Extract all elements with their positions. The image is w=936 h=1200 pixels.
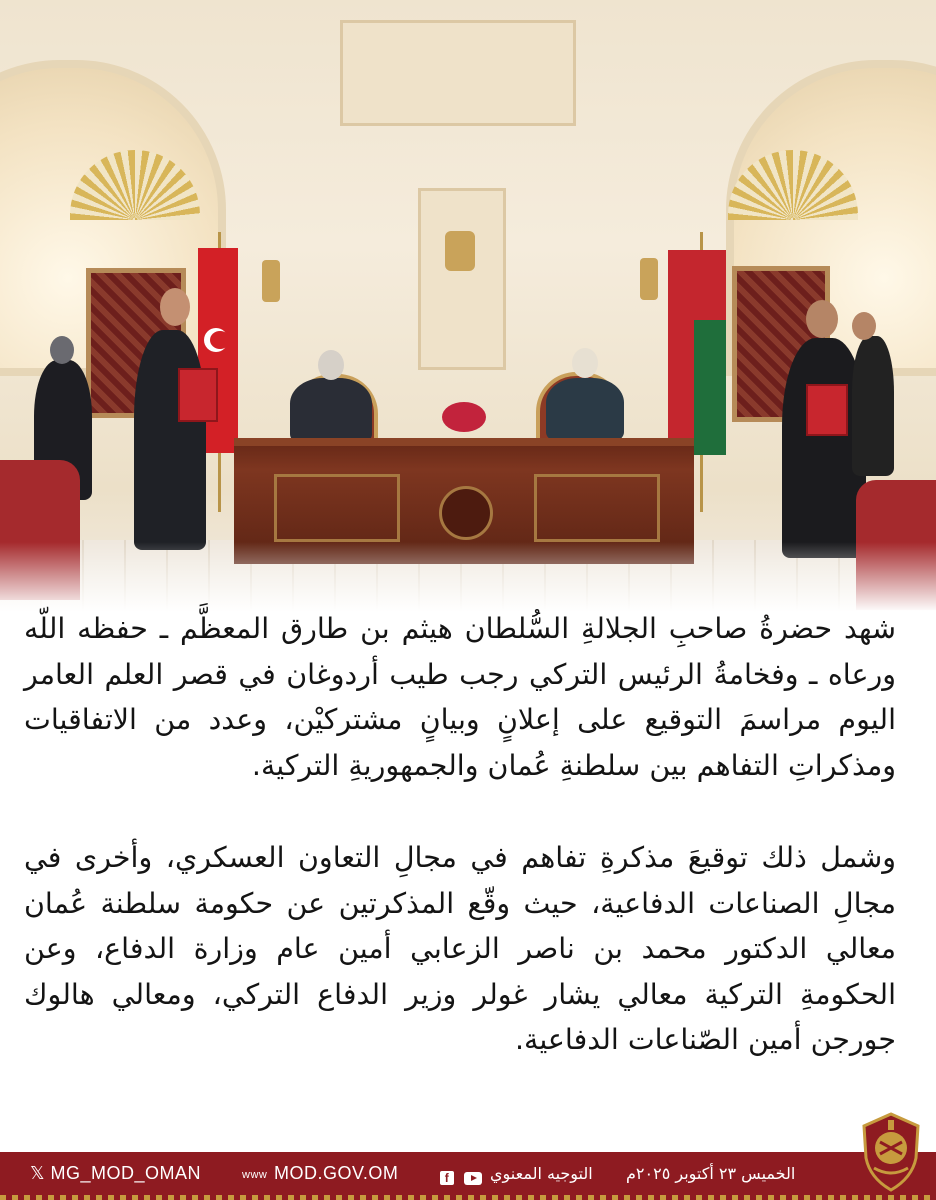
omani-flag	[668, 250, 726, 455]
left-wall-lamp	[262, 260, 280, 302]
article-paragraph-1: شهد حضرةُ صاحبِ الجلالةِ السُّلطان هيثم بن طارق المعظَّم ـ حفظه اللّه ورعاه ـ وفخامةُ الرئيس التركي رجب طيب أردوغان في قصر العلم العامر اليوم مراسمَ التوقيع على إعلانٍ وبيانٍ مشتركيْن، وعدد من الاتفاقيات ومذكراتِ التفاهم بين سلطنةِ عُمان والجمهوريةِ التركية.	[24, 612, 896, 782]
upper-panel	[340, 20, 576, 126]
footer-stripe	[0, 1195, 936, 1200]
seated-sultan	[546, 378, 624, 440]
article-paragraph-2: وشمل ذلك توقيعَ مذكرةِ تفاهم في مجالِ التعاون العسكري، وأخرى في مجالِ الصناعات الدفاعية، حيث وقّع المذكرتين عن حكومة سلطنة عُمان معالي الدكتور محمد بن ناصر الزعابي أمين عام وزارة الدفاع، وعن الحكومةِ التركية معالي يشار غولر وزير الدفاع التركي، ومعالي هالوك جورجن أمين الصّناعات الدفاعية.	[24, 841, 896, 1056]
website-link[interactable]: MOD.GOV.OM	[274, 1163, 399, 1183]
publish-date: الخميس ٢٣ أكتوبر ٢٠٢٥م	[626, 1164, 796, 1183]
news-article	[24, 606, 896, 1063]
red-signed-folder-right	[806, 384, 848, 436]
flower-arrangement	[442, 402, 486, 432]
standing-turkish-official	[134, 330, 206, 550]
footer-bar	[0, 1152, 936, 1200]
youtube-icon[interactable]	[464, 1172, 482, 1185]
ministry-emblem-icon	[858, 1112, 924, 1192]
directorate-label: التوجيه المعنوي	[490, 1164, 593, 1183]
red-signed-folder-left	[178, 368, 218, 422]
social-handle: MG_MOD_OMAN	[50, 1163, 202, 1183]
x-icon: 𝕏	[30, 1163, 46, 1184]
social-icons	[440, 1167, 482, 1188]
website-prefix: www	[242, 1169, 268, 1181]
social-handle-link[interactable]	[30, 1163, 201, 1184]
emblem-panel	[418, 188, 506, 370]
seated-president	[290, 378, 372, 442]
right-wall-lamp	[640, 258, 658, 300]
facebook-icon[interactable]: f	[440, 1171, 454, 1185]
